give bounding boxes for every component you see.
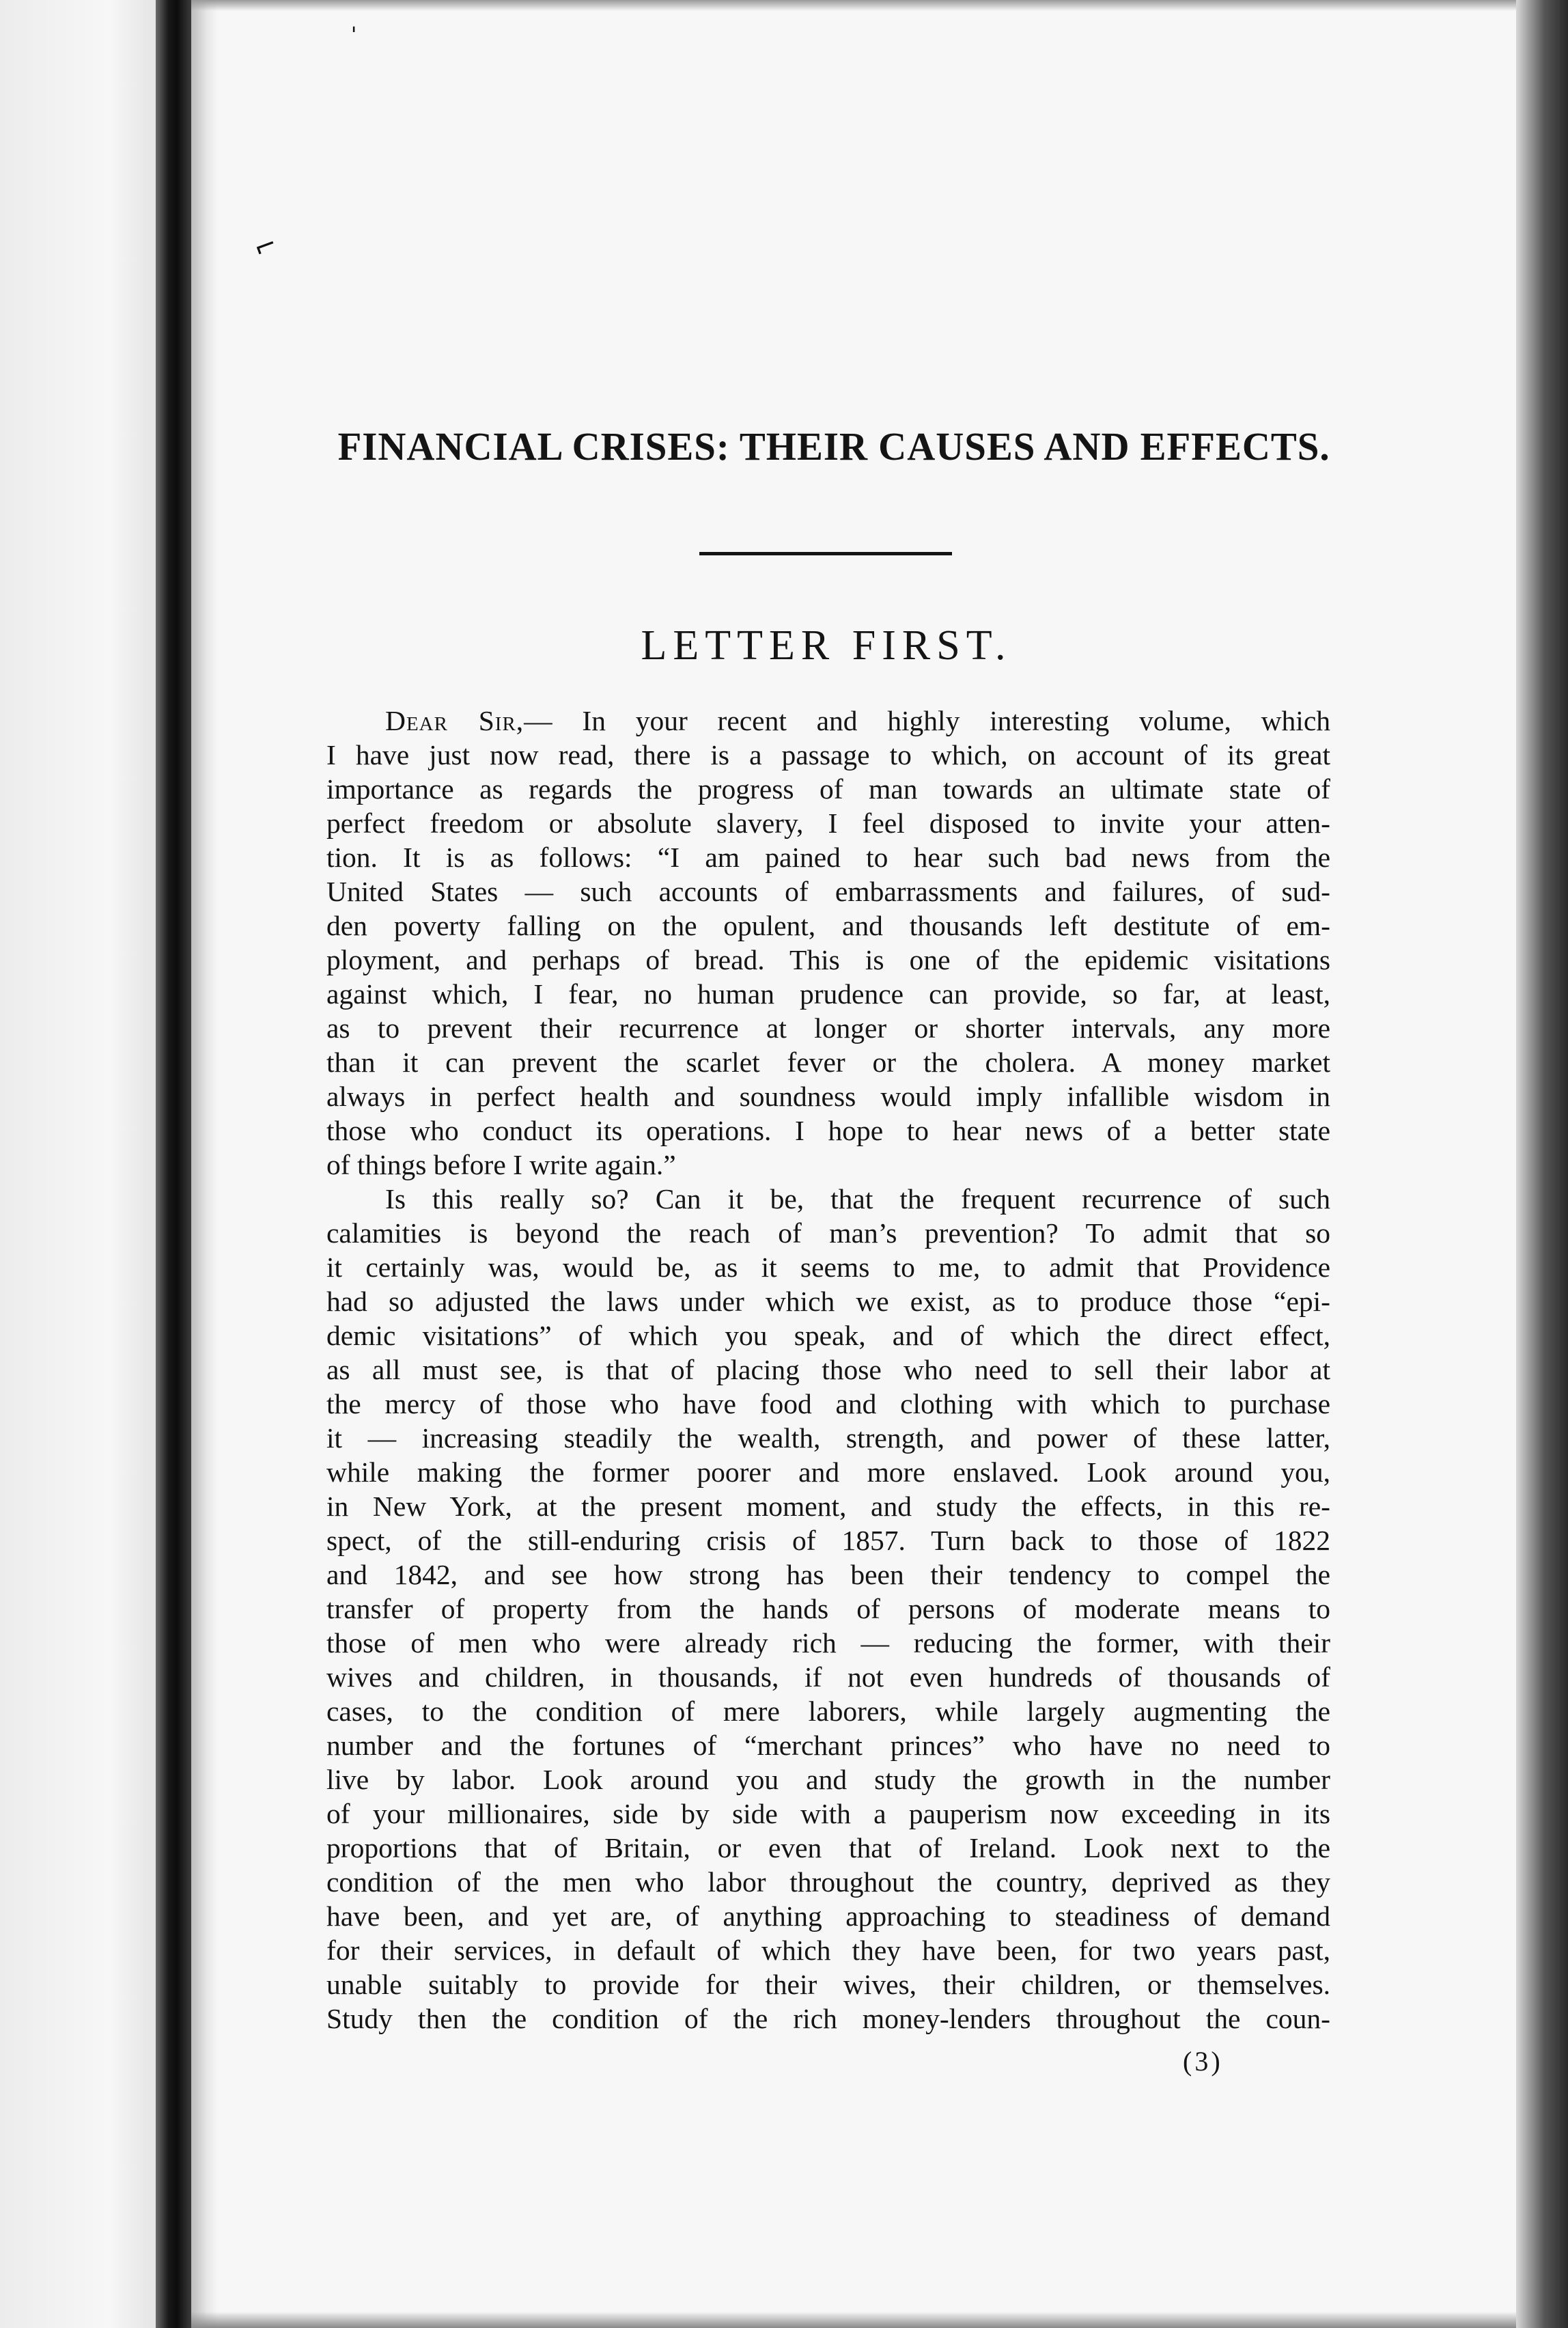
text-line: calamities is beyond the reach of man’s prevention? To admit that so [326, 1217, 1330, 1249]
letter-body [326, 704, 1330, 2036]
text-line: it — increasing steadily the wealth, strength, and power of these latter, [326, 1422, 1330, 1454]
text-line: condition of the men who labor throughout the country, deprived as they [326, 1866, 1330, 1898]
letter-heading: LETTER FIRST. [641, 622, 1012, 669]
text-line: live by labor. Look around you and study the growth in the number [326, 1764, 1330, 1795]
adjacent-page [0, 0, 156, 2328]
page-title: FINANCIAL CRISES: THEIR CAUSES AND EFFECTS. [337, 424, 1330, 469]
text-line: cases, to the condition of mere laborers, while largely augmenting the [326, 1695, 1330, 1727]
text-line: wives and children, in thousands, if not even hundreds of thousands of [326, 1661, 1330, 1693]
page-right-edge [1516, 0, 1568, 2328]
text-line: ployment, and perhaps of bread. This is one of the epidemic visitations [326, 944, 1330, 975]
text-line: perfect freedom or absolute slavery, I feel disposed to invite your atten- [326, 807, 1330, 839]
text-line: proportions that of Britain, or even that of Ireland. Look next to the [326, 1832, 1330, 1863]
text-line: den poverty falling on the opulent, and thousands left destitute of em- [326, 910, 1330, 941]
line-text: — In your recent and highly interesting volume, which [524, 705, 1330, 736]
text-line: always in perfect health and soundness would imply infallible wisdom in [326, 1081, 1330, 1112]
text-line: as to prevent their recurrence at longer or shorter intervals, any more [326, 1012, 1330, 1044]
title-rule [699, 552, 952, 555]
text-line: of your millionaires, side by side with a pauperism now exceeding in its [326, 1798, 1330, 1829]
text-line: had so adjusted the laws under which we exist, as to produce those “epi- [326, 1286, 1330, 1317]
text-line [326, 704, 1330, 738]
text-line: Study then the condition of the rich money-lenders throughout the coun- [326, 2003, 1330, 2034]
text-line: the mercy of those who have food and clothing with which to purchase [326, 1388, 1330, 1419]
salutation: Dear Sir, [385, 705, 524, 736]
text-line: those of men who were already rich — reducing the former, with their [326, 1627, 1330, 1659]
text-line: importance as regards the progress of man towards an ultimate state of [326, 773, 1330, 805]
text-line: Is this really so? Can it be, that the frequent recurrence of such [385, 1183, 1330, 1215]
text-line: those who conduct its operations. I hope to hear news of a better state [326, 1115, 1330, 1146]
text-line: demic visitations” of which you speak, and of which the direct effect, [326, 1320, 1330, 1351]
text-line: transfer of property from the hands of persons of moderate means to [326, 1593, 1330, 1624]
text-line: while making the former poorer and more enslaved. Look around you, [326, 1456, 1330, 1488]
text-line: unable suitably to provide for their wives, their children, or themselves. [326, 1969, 1330, 2000]
text-line: I have just now read, there is a passage to which, on account of its great [326, 739, 1330, 771]
text-line: as all must see, is that of placing those who need to sell their labor at [326, 1354, 1330, 1385]
text-line: number and the fortunes of “merchant princes” who have no need to [326, 1730, 1330, 1761]
binding-gutter [156, 0, 191, 2328]
text-line: against which, I fear, no human prudence can provide, so far, at least, [326, 978, 1330, 1010]
text-line: than it can prevent the scarlet fever or the cholera. A money market [326, 1047, 1330, 1078]
text-line: have been, and yet are, of anything approaching to steadiness of demand [326, 1900, 1330, 1932]
text-line: United States — such accounts of embarrassments and failures, of sud- [326, 876, 1330, 907]
gutter-shadow [191, 0, 219, 2328]
text-line: in New York, at the present moment, and study the effects, in this re- [326, 1491, 1330, 1522]
bottom-edge-shadow [191, 2312, 1516, 2328]
stray-mark-top: ' [351, 23, 357, 47]
text-line: of things before I write again.” [326, 1149, 676, 1180]
text-line: it certainly was, would be, as it seems to me, to admit that Providence [326, 1251, 1330, 1283]
text-line: for their services, in default of which they have been, for two years past, [326, 1935, 1330, 1966]
top-edge-shadow [191, 0, 1516, 11]
page-number: (3) [1183, 2046, 1223, 2077]
text-line: spect, of the still-enduring crisis of 1857. Turn back to those of 1822 [326, 1525, 1330, 1556]
stray-mark-left: ⌐ [249, 227, 282, 266]
text-line: tion. It is as follows: “I am pained to hear such bad news from the [326, 842, 1330, 873]
text-line: and 1842, and see how strong has been their tendency to compel the [326, 1559, 1330, 1590]
